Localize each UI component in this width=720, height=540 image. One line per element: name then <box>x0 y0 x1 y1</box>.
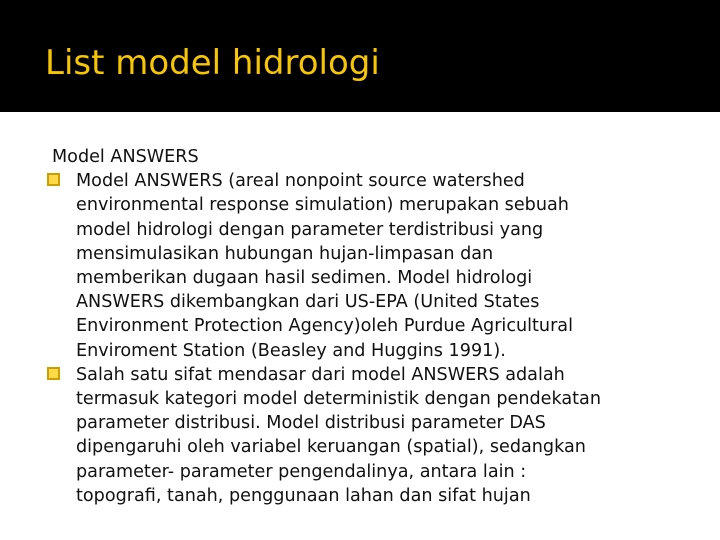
title-bar <box>0 0 720 112</box>
slide-title: List model hidrologi <box>45 43 380 83</box>
bullet-item-1 <box>52 169 702 363</box>
content-heading: Model ANSWERS <box>52 147 199 167</box>
bullet-1-line-4: mensimulasikan hubungan hujan-limpasan dan <box>76 243 494 264</box>
bullet-1-line-3: model hidrologi dengan parameter terdistribusi yang <box>76 219 544 240</box>
bullet-1-line-7: Environment Protection Agency)oleh Purdue Agricultural <box>76 316 573 337</box>
slide-content <box>52 145 702 508</box>
bullet-1-line-5: memberikan dugaan hasil sedimen. Model hidrologi <box>76 268 533 289</box>
bullet-item-2 <box>52 363 702 508</box>
square-bullet-icon <box>47 173 60 186</box>
bullet-1-line-2: environmental response simulation) merupakan sebuah <box>76 195 569 216</box>
bullet-2-line-4: dipengaruhi oleh variabel keruangan (spatial), sedangkan <box>76 437 586 458</box>
square-bullet-icon <box>47 367 60 380</box>
bullet-1-line-6: ANSWERS dikembangkan dari US-EPA (United States <box>76 292 540 313</box>
bullet-2-line-1: Salah satu sifat mendasar dari model ANSWERS adalah <box>76 364 565 385</box>
bullet-2-line-3: parameter distribusi. Model distribusi parameter DAS <box>76 413 546 434</box>
bullet-2-line-6: topografi, tanah, penggunaan lahan dan sifat hujan <box>76 485 531 506</box>
bullet-1-line-1: Model ANSWERS (areal nonpoint source watershed <box>76 171 525 192</box>
bullet-1-line-8: Enviroment Station (Beasley and Huggins 1991). <box>76 340 506 361</box>
bullet-2-line-2: termasuk kategori model deterministik dengan pendekatan <box>76 389 601 410</box>
bullet-2-line-5: parameter- parameter pengendalinya, antara lain : <box>76 461 527 482</box>
